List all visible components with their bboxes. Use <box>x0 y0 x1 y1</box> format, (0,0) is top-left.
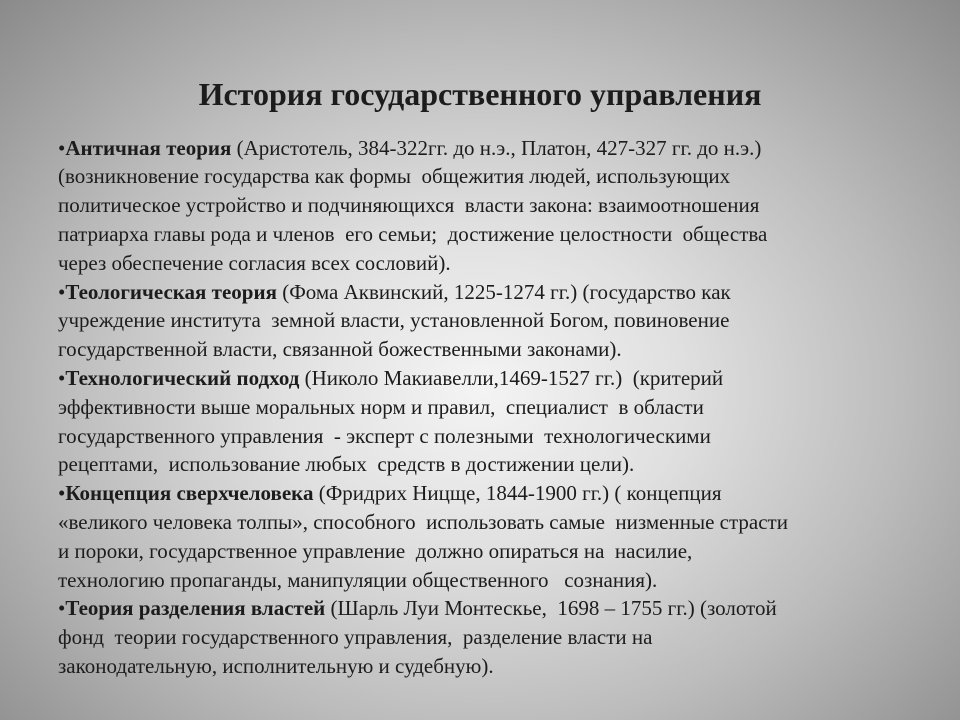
bullet-line: технологию пропаганды, манипуляции общественного сознания). <box>58 567 658 592</box>
bullet-line: законодательную, исполнительную и судебную). <box>58 653 494 678</box>
bullet-line: «великого человека толпы», способного использовать самые низменные страсти <box>58 509 788 534</box>
bullet-text: (Николо Макиавелли,1469-1527 гг.) (критерий <box>299 365 724 390</box>
bullet-line <box>58 594 938 623</box>
bullet-text: (Фридрих Ницще, 1844-1900 гг.) ( концепция <box>313 481 722 506</box>
bullet-item-technological-approach <box>58 364 938 479</box>
bullet-line: рецептами, использование любых средств в достижении цели). <box>58 452 635 477</box>
bullet-line: государственной власти, связанной божественными законами). <box>58 337 622 362</box>
bullet-line: патриарха главы рода и членов его семьи; достижение целостности общества <box>58 221 768 246</box>
bullet-marker: • <box>58 481 66 506</box>
bullet-text: (Фома Аквинский, 1225-1274 гг.) (государство как <box>276 279 731 304</box>
bullet-heading: Теологическая теория <box>65 279 277 304</box>
bullet-line: политическое устройство и подчиняющихся власти закона: взаимоотношения <box>58 193 760 218</box>
bullet-line: государственного управления - эксперт с полезными технологическими <box>58 423 711 448</box>
bullet-item-theological-theory <box>58 278 938 364</box>
bullet-marker: • <box>58 279 66 304</box>
slide-title: История государственного управления <box>198 76 762 112</box>
bullet-line: и пороки, государственное управление должно опираться на насилие, <box>58 538 693 563</box>
bullet-line <box>58 134 938 163</box>
bullet-text: (Шарль Луи Монтескье, 1698 – 1755 гг.) (золотой <box>325 596 777 621</box>
bullet-line: эффективности выше моральных норм и правил, специалист в области <box>58 394 704 419</box>
bullet-text: (Аристотель, 384-322гг. до н.э., Платон, 427-327 гг. до н.э.) <box>231 135 762 160</box>
bullet-marker: • <box>58 135 66 160</box>
bullet-line: (возникновение государства как формы общежития людей, использующих <box>58 164 731 189</box>
bullet-line <box>58 278 938 307</box>
bullet-item-separation-of-powers <box>58 594 938 680</box>
bullet-marker: • <box>58 596 66 621</box>
bullet-item-antique-theory <box>58 134 938 278</box>
bullet-line: через обеспечение согласия всех сословий). <box>58 250 451 275</box>
bullet-line <box>58 364 938 393</box>
bullet-marker: • <box>58 365 66 390</box>
bullet-list <box>58 134 938 681</box>
bullet-heading: Теория разделения властей <box>65 596 326 621</box>
bullet-line: учреждение института земной власти, установленной Богом, повиновение <box>58 308 730 333</box>
bullet-item-superman-concept <box>58 479 938 594</box>
bullet-line: фонд теории государственного управления, разделение власти на <box>58 625 653 650</box>
bullet-heading: Античная теория <box>65 135 232 160</box>
bullet-heading: Технологический подход <box>65 365 300 390</box>
bullet-line <box>58 479 938 508</box>
bullet-heading: Концепция сверхчеловека <box>65 481 314 506</box>
